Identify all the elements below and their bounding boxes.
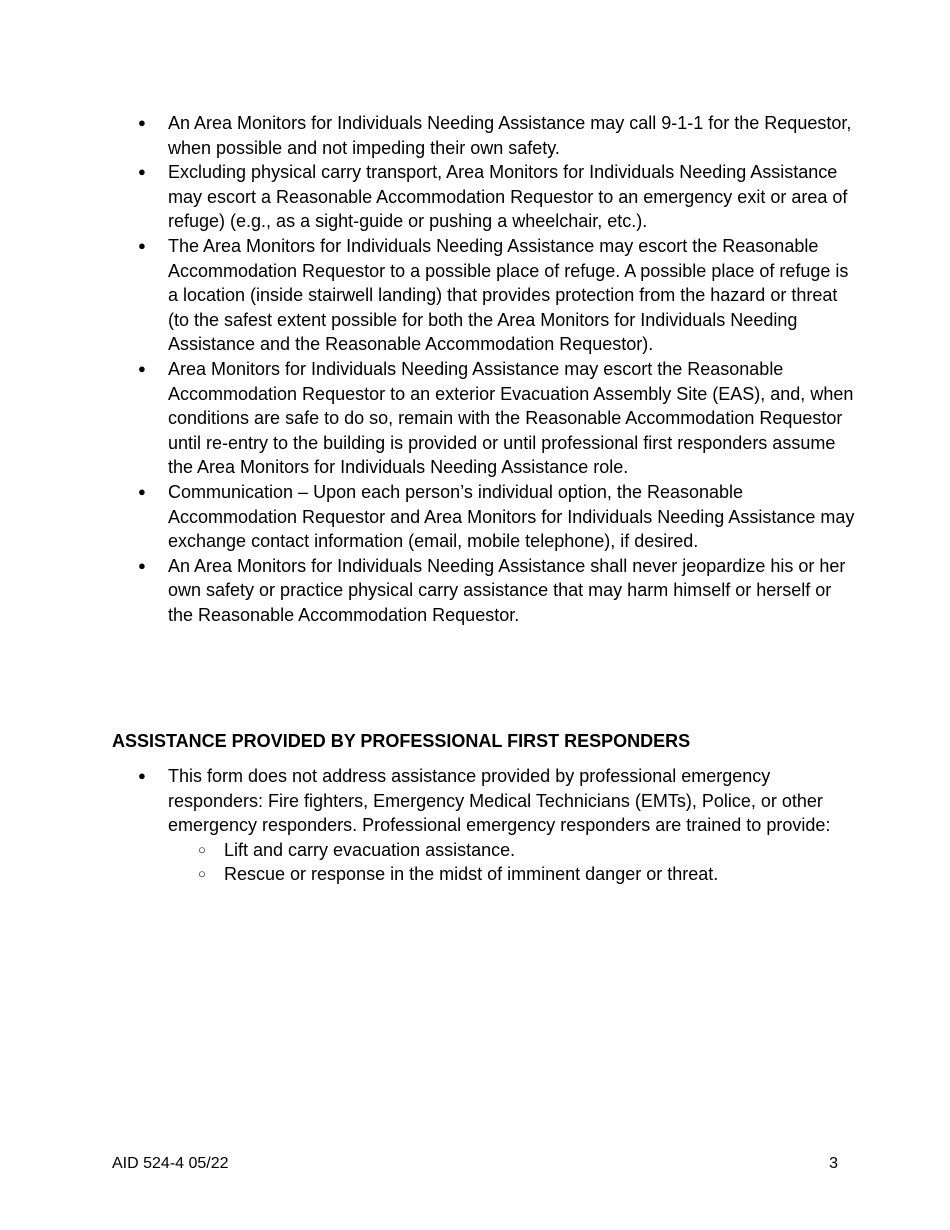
list-item: ● The Area Monitors for Individuals Needing Assistance may escort the Reasonable Accommodation Requestor to a possible place of refuge. A possible place of refuge is a location (inside stairwell landing) that provides protection from the hazard or threat (to the safest extent possible for both the Area Monitors for Individuals Needing Assistance and the Reasonable Accommodation Requestor). xyxy=(168,234,858,357)
sub-list-item: ○ Lift and carry evacuation assistance. xyxy=(224,838,858,863)
list-item: ● An Area Monitors for Individuals Needing Assistance shall never jeopardize his or her own safety or practice physical carry assistance that may harm himself or herself or the Reasonable Accommodation Requestor. xyxy=(168,554,858,628)
responders-list xyxy=(168,764,858,887)
list-item: ● An Area Monitors for Individuals Needing Assistance may call 9-1-1 for the Requestor, when possible and not impeding their own safety. xyxy=(168,111,858,160)
footer-page-number: 3 xyxy=(829,1155,838,1172)
list-item: ● Communication – Upon each person’s individual option, the Reasonable Accommodation Requestor and Area Monitors for Individuals Needing Assistance may exchange contact information (email, mobile telephone), if desired. xyxy=(168,480,858,554)
section-heading: ASSISTANCE PROVIDED BY PROFESSIONAL FIRST RESPONDERS xyxy=(112,731,691,751)
list-item: ● Area Monitors for Individuals Needing Assistance may escort the Reasonable Accommodation Requestor to an exterior Evacuation Assembly Site (EAS), and, when conditions are safe to do so, remain with the Reasonable Accommodation Requestor until re-entry to the building is provided or until professional first responders assume the Area Monitors for Individuals Needing Assistance role. xyxy=(168,357,858,480)
list-item: ● Excluding physical carry transport, Area Monitors for Individuals Needing Assistance may escort a Reasonable Accommodation Requestor to an emergency exit or area of refuge) (e.g., as a sight-guide or pushing a wheelchair, etc.). xyxy=(168,160,858,234)
area-monitor-duties-list xyxy=(168,111,858,627)
footer-form-id: AID 524-4 05/22 xyxy=(112,1155,229,1172)
sub-list-item: ○ Rescue or response in the midst of imminent danger or threat. xyxy=(224,862,858,887)
responders-sub-list xyxy=(224,838,858,887)
list-item-text: This form does not address assistance provided by professional emergency responders: Fire fighters, Emergency Medical Technicians (EMTs), Police, or other emergency responders. Professional emergency responders are trained to provide: xyxy=(168,766,831,836)
list-item xyxy=(168,764,858,887)
